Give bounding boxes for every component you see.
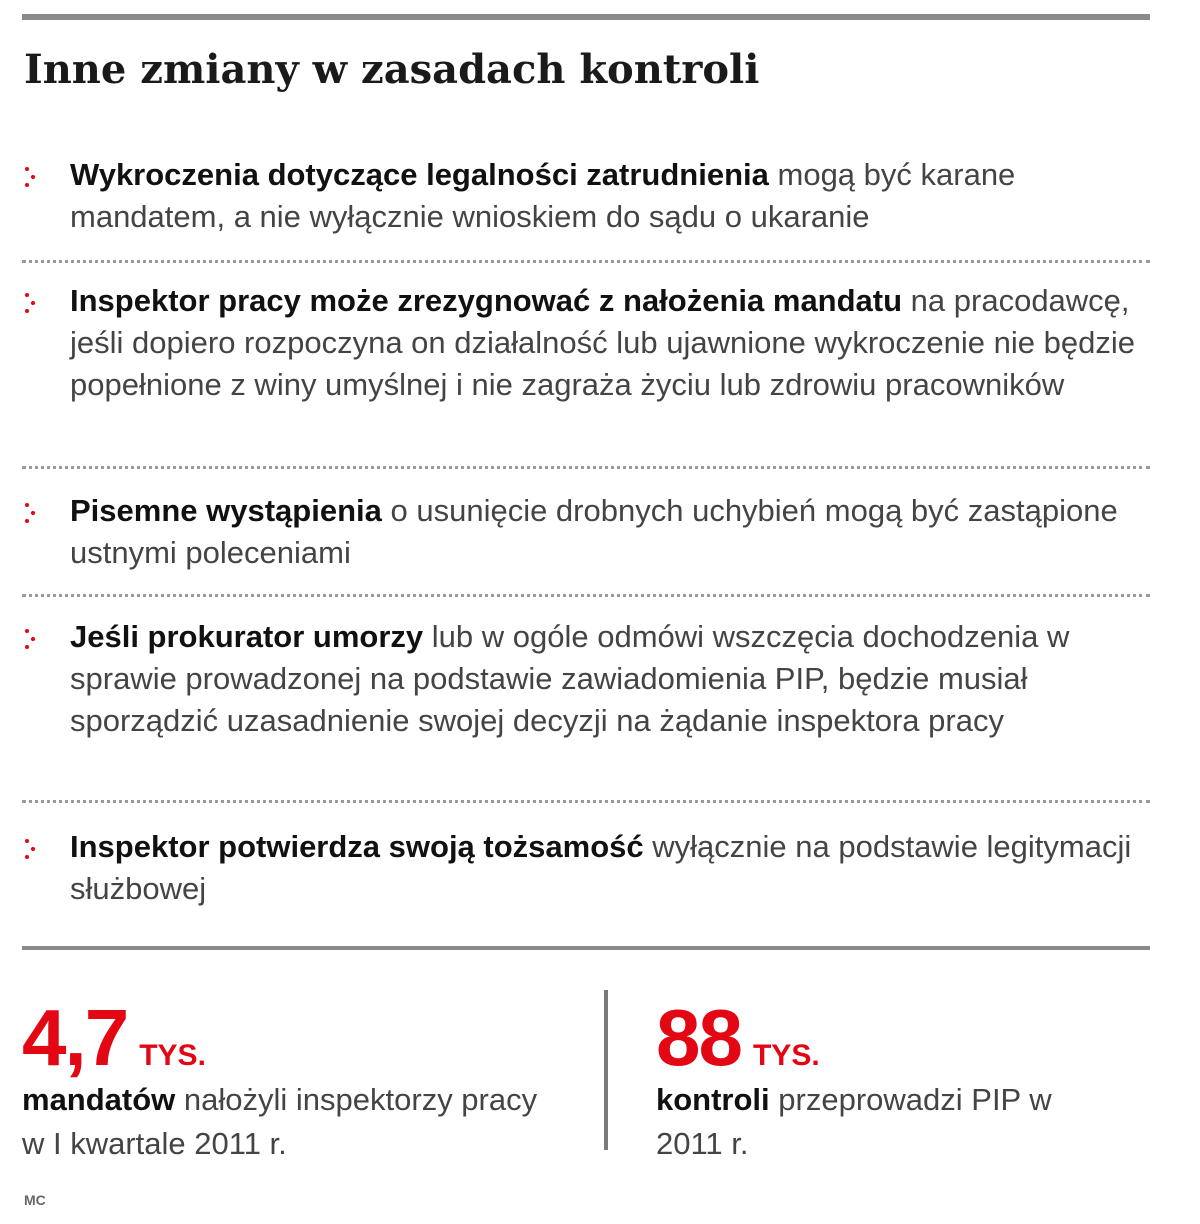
stat-block bbox=[22, 993, 562, 1166]
stat-unit: TYS. bbox=[752, 1039, 820, 1072]
divider bbox=[22, 800, 1150, 803]
page-title: Inne zmiany w zasadach kontroli bbox=[24, 46, 760, 93]
item-text: na pracodawcę, jeśli dopiero rozpoczyna on działalność lub ujawnione wykroczenie nie będzie popełnione z winy umyślnej i nie zagraża życiu lub zdrowiu pracowników bbox=[70, 283, 1135, 402]
divider bbox=[22, 466, 1150, 469]
chevron-right-icon bbox=[24, 628, 38, 650]
stat-bold-text: kontroli bbox=[656, 1082, 770, 1117]
stat-number: 88 bbox=[656, 993, 741, 1082]
item-bold-text: Inspektor pracy może zrezygnować z nałożenia mandatu bbox=[70, 283, 903, 318]
chevron-right-icon bbox=[24, 502, 38, 524]
item-text: lub w ogóle odmówi wszczęcia dochodzenia w sprawie prowadzonej na podstawie zawiadomienia PIP, będzie musiał sporządzić uzasadnienie swojej decyzji na żądanie inspektora pracy bbox=[70, 619, 1070, 738]
stat-block bbox=[656, 993, 1076, 1166]
item-text: o usunięcie drobnych uchybień mogą być zastąpione ustnymi poleceniami bbox=[70, 493, 1118, 570]
chevron-right-icon bbox=[24, 292, 38, 314]
item-bold-text: Inspektor potwierdza swoją tożsamość bbox=[70, 829, 644, 864]
credit: MC bbox=[24, 1192, 46, 1208]
chevron-right-icon bbox=[24, 166, 38, 188]
vertical-divider bbox=[604, 990, 608, 1150]
item-bold-text: Wykroczenia dotyczące legalności zatrudnienia bbox=[70, 157, 769, 192]
stat-text: przeprowadzi PIP w 2011 r. bbox=[656, 1082, 1052, 1161]
divider bbox=[22, 594, 1150, 597]
stat-bold-text: mandatów bbox=[22, 1082, 176, 1117]
stat-number: 4,7 bbox=[22, 993, 128, 1082]
item-bold-text: Jeśli prokurator umorzy bbox=[70, 619, 424, 654]
item-bold-text: Pisemne wystąpienia bbox=[70, 493, 382, 528]
stat-text: nałożyli inspektorzy pracy w I kwartale 2011 r. bbox=[22, 1082, 538, 1161]
chevron-right-icon bbox=[24, 838, 38, 860]
divider bbox=[22, 260, 1150, 263]
top-rule bbox=[22, 14, 1150, 20]
stat-unit: TYS. bbox=[139, 1039, 206, 1072]
bottom-rule bbox=[22, 946, 1150, 950]
item-text: mogą być karane mandatem, a nie wyłącznie wnioskiem do sądu o ukaranie bbox=[70, 157, 1016, 234]
item-text: wyłącznie na podstawie legitymacji służbowej bbox=[70, 829, 1132, 906]
